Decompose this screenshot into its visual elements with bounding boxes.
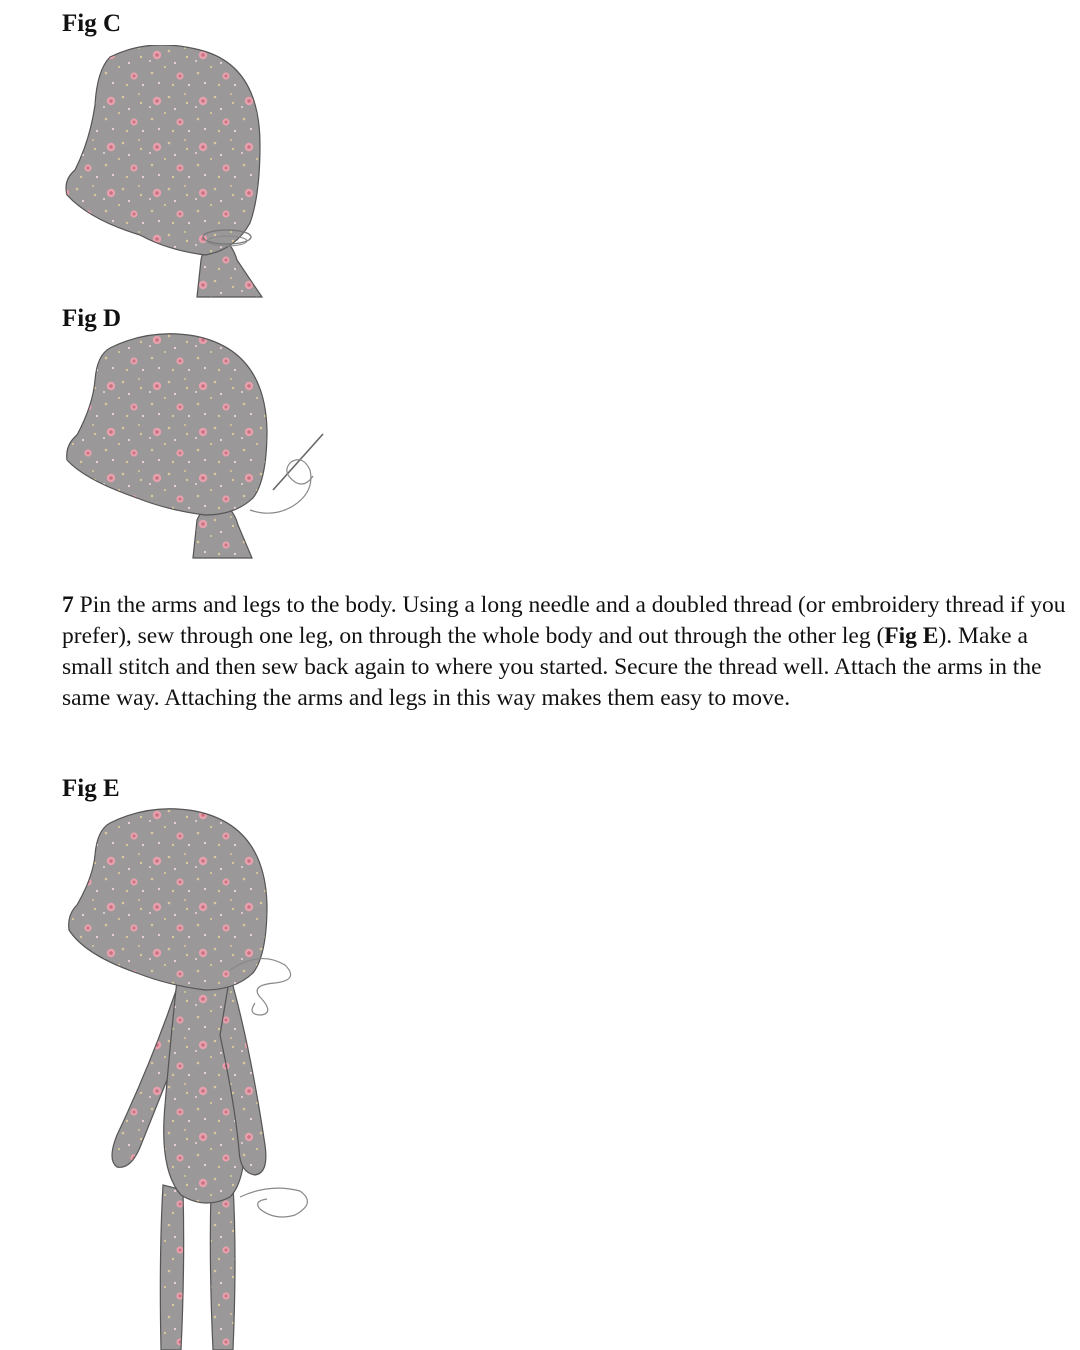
fig-c-illustration — [55, 45, 355, 300]
doll-head-needle-stitch-icon — [55, 330, 355, 560]
instruction-text-part-1: Pin the arms and legs to the body. Using a long needle and a doubled thread (or embroidery thread if you prefer), sew through one leg, on through the whole body and out through the other leg ( — [62, 592, 1066, 649]
fig-d-illustration — [55, 330, 355, 560]
doll-body-thread-icon — [55, 805, 375, 1350]
fig-e-illustration — [55, 805, 375, 1350]
instruction-text-part-2: ). Make a small stitch and then sew back again to where you started. Secure the thread well. Attach the arms in the same way. Attaching the arms and legs in this way makes them easy to move. — [62, 623, 1042, 711]
step-number: 7 — [62, 592, 74, 618]
doll-head-neck-tied-icon — [55, 45, 355, 300]
instruction-paragraph — [62, 590, 1070, 714]
fig-c-label: Fig C — [62, 10, 122, 37]
fig-e-label: Fig E — [62, 775, 120, 802]
fig-d-label: Fig D — [62, 305, 122, 332]
figure-reference: Fig E — [884, 623, 939, 649]
